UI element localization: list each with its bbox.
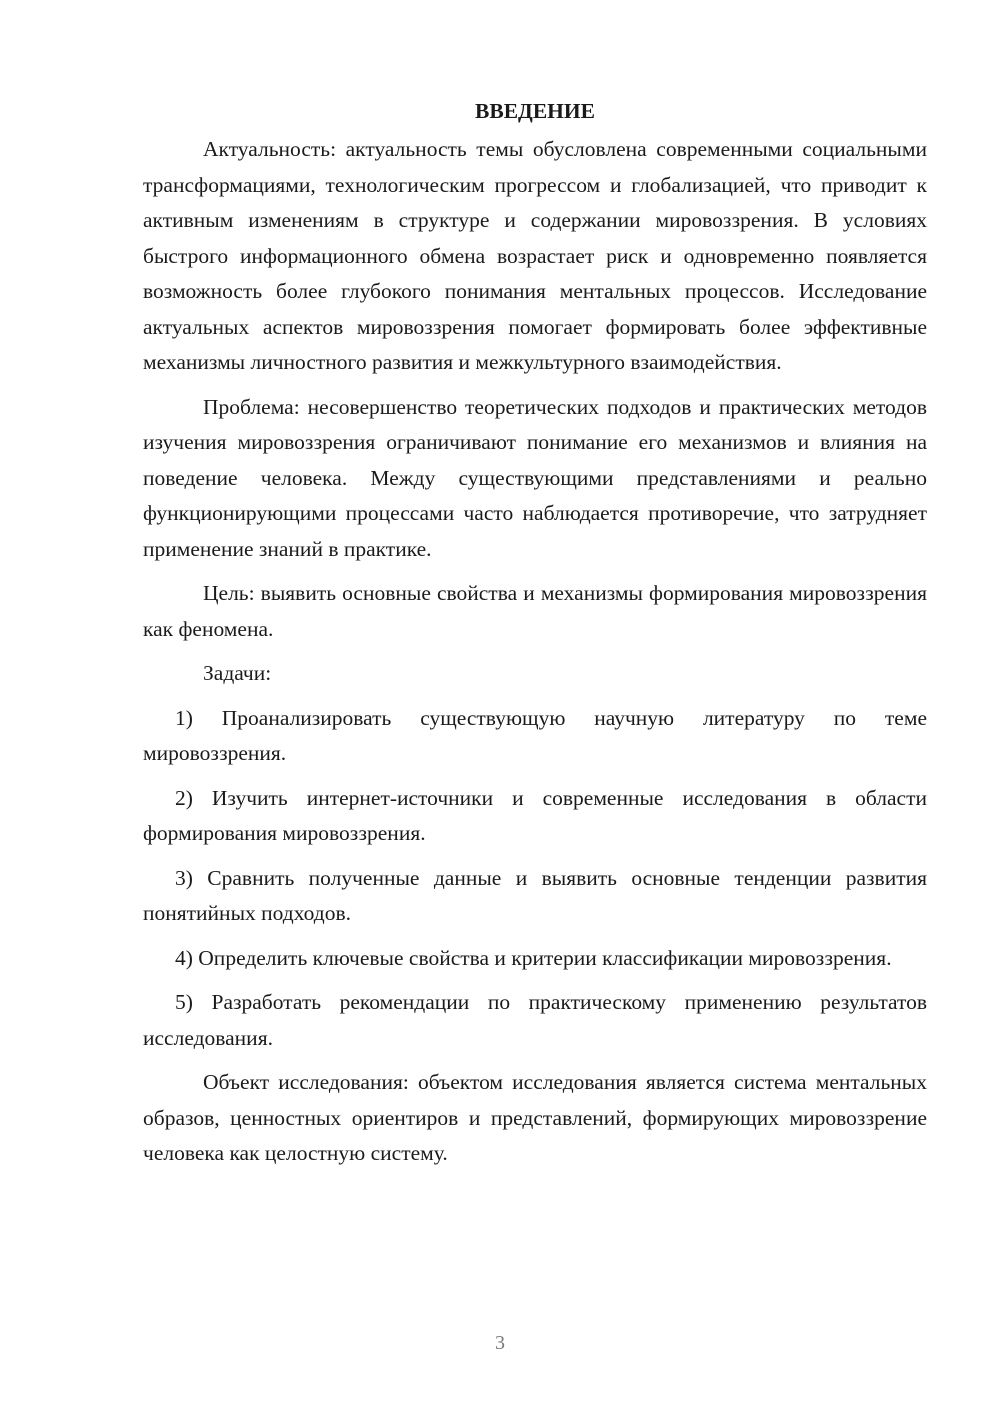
page-content <box>143 92 927 1181</box>
task-item: 2) Изучить интернет-источники и современные исследования в области формирования мировоззрения. <box>143 785 927 845</box>
task-item: 3) Сравнить полученные данные и выявить основные тенденции развития понятийных подходов. <box>143 865 927 925</box>
tasks-label: Задачи: <box>203 661 272 685</box>
task-item: 1) Проанализировать существующую научную литературу по теме мировоззрения. <box>143 705 927 765</box>
problem-paragraph: Проблема: несовершенство теоретических подходов и практических методов изучения мировоззрения ограничивают понимание его механизмов и влияния на поведение человека. Между существующими представлениями и реально функционирующими процессами часто наблюдается противоречие, что затрудняет применение знаний в практике. <box>143 394 927 561</box>
task-item: 5) Разработать рекомендации по практическому применению результатов исследования. <box>143 990 927 1050</box>
relevance-paragraph: Актуальность: актуальность темы обусловлена современными социальными трансформациями, технологическим прогрессом и глобализацией, что приводит к активным изменениям в структуре и содержании мировоззрения. В условиях быстрого информационного обмена возрастает риск и одновременно появляется возможность более глубокого понимания ментальных процессов. Исследование актуальных аспектов мировоззрения помогает формировать более эффективные механизмы личностного развития и межкультурного взаимодействия. <box>143 137 927 374</box>
object-paragraph: Объект исследования: объектом исследования является система ментальных образов, ценностных ориентиров и представлений, формирующих мировоззрение человека как целостную систему. <box>143 1070 927 1165</box>
task-item: 4) Определить ключевые свойства и критерии классификации мировоззрения. <box>175 945 892 970</box>
goal-paragraph: Цель: выявить основные свойства и механизмы формирования мировоззрения как феномена. <box>143 581 927 641</box>
section-title: ВВЕДЕНИЕ <box>475 99 595 123</box>
page-number: 3 <box>495 1332 505 1354</box>
